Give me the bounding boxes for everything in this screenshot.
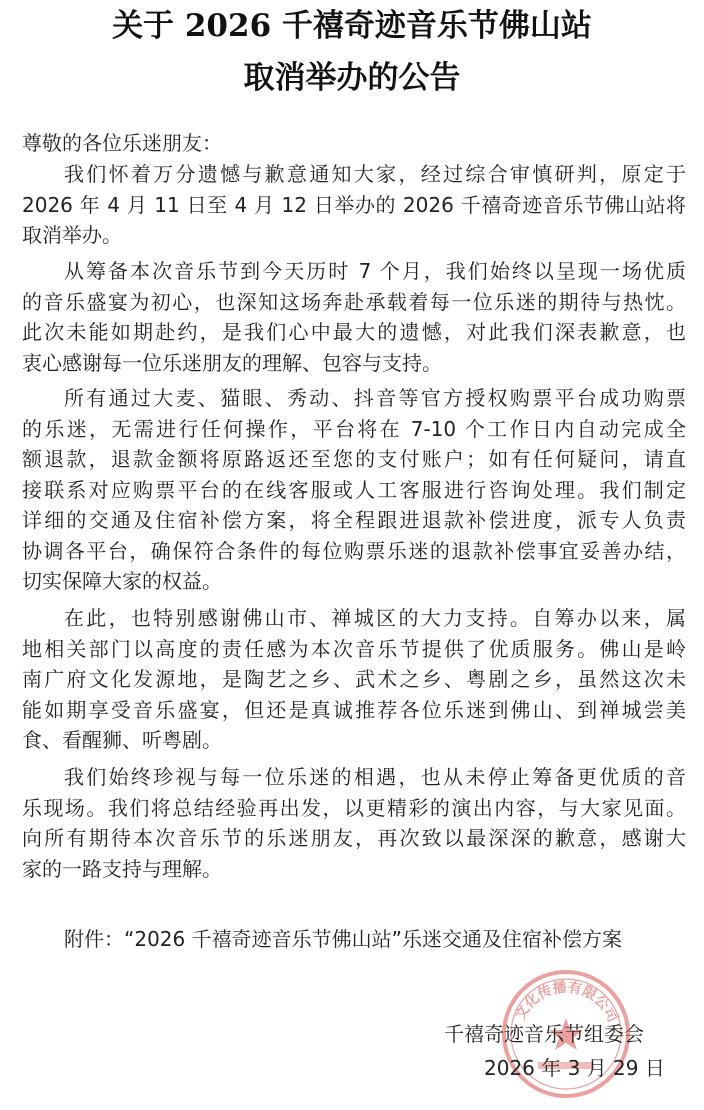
paragraph-5 bbox=[22, 762, 686, 884]
salutation: 尊敬的各位乐迷朋友： bbox=[22, 131, 222, 155]
title-line-2: 取消举办的公告 bbox=[243, 60, 461, 96]
attachment-note: 附件：“2026 千禧奇迹音乐节佛山站”乐迷交通及住宿补偿方案 bbox=[64, 927, 622, 951]
paragraph-line: 乐现场。我们将总结经验再出发，以更精彩的演出内容，与大家见面。 bbox=[22, 795, 686, 820]
paragraph-line: 家的一路支持与理解。 bbox=[22, 856, 222, 881]
paragraph-line: 额退款，退款金额将原路返还至您的支付账户；如有任何疑问，请直 bbox=[22, 447, 686, 471]
paragraph-2 bbox=[22, 256, 686, 378]
paragraph-line: 食、看醒狮、听粤剧。 bbox=[22, 728, 222, 752]
paragraph-line: 南广府文化发源地，是陶艺之乡、武术之乡、粤剧之乡，虽然这次未 bbox=[22, 667, 686, 691]
paragraph-line: 我们怀着万分遗憾与歉意通知大家，经过综合审慎研判，原定于 bbox=[64, 162, 686, 186]
paragraph-4 bbox=[22, 603, 686, 756]
paragraph-line: 向所有期待本次音乐节的乐迷朋友，再次致以最深深的歉意，感谢大 bbox=[22, 826, 686, 850]
signature-date: 2026 年 3 月 29 日 bbox=[484, 1056, 665, 1080]
paragraph-line: 接联系对应购票平台的在线客服或人工客服进行咨询处理。我们制定 bbox=[22, 477, 686, 502]
paragraph-line: 的音乐盛宴为初心，也深知这场奔赴承载着每一位乐迷的期待与热忱。 bbox=[22, 289, 686, 314]
paragraph-line: 切实保障大家的权益。 bbox=[22, 569, 222, 593]
signature-organization: 千禧奇迹音乐节组委会 bbox=[444, 1022, 644, 1046]
seal-text: 文化传播有限公司 bbox=[512, 979, 621, 1025]
paragraph-line: 所有通过大麦、猫眼、秀动、抖音等官方授权购票平台成功购票 bbox=[64, 386, 686, 410]
paragraph-line: 在此，也特别感谢佛山市、禅城区的大力支持。自筹办以来，属 bbox=[64, 606, 686, 630]
paragraph-line: 衷心感谢每一位乐迷朋友的理解、包容与支持。 bbox=[22, 350, 442, 375]
paragraph-line: 能如期享受音乐盛宴，但还是真诚推荐各位乐迷到佛山、到禅城尝美 bbox=[22, 697, 686, 722]
paragraph-line: 我们始终珍视与每一位乐迷的相遇，也从未停止筹备更优质的音 bbox=[64, 765, 686, 789]
paragraph-line: 协调各平台，确保符合条件的每位购票乐迷的退款补偿事宜妥善办结， bbox=[22, 538, 686, 563]
paragraph-line: 取消举办。 bbox=[22, 223, 122, 247]
paragraph-line: 2026 年 4 月 11 日至 4 月 12 日举办的 2026 千禧奇迹音乐节佛山站将 bbox=[22, 192, 686, 217]
paragraph-1 bbox=[22, 159, 686, 251]
paragraph-line: 的乐迷，无需进行任何操作，平台将在 7-10 个工作日内自动完成全 bbox=[22, 416, 686, 441]
paragraph-line: 此次未能如期赴约，是我们心中最大的遗憾，对此我们深表歉意，也 bbox=[22, 320, 686, 344]
paragraph-line: 详细的交通及住宿补偿方案，将全程跟进退款补偿进度，派专人负责 bbox=[22, 508, 686, 532]
paragraph-3 bbox=[22, 383, 686, 597]
title-line-1: 关于 2026 千禧奇迹音乐节佛山站 bbox=[112, 8, 592, 44]
paragraph-line: 地相关部门以高度的责任感为本次音乐节提供了优质服务。佛山是岭 bbox=[22, 636, 686, 661]
paragraph-line: 从筹备本次音乐节到今天历时 7 个月，我们始终以呈现一场优质 bbox=[64, 259, 686, 283]
